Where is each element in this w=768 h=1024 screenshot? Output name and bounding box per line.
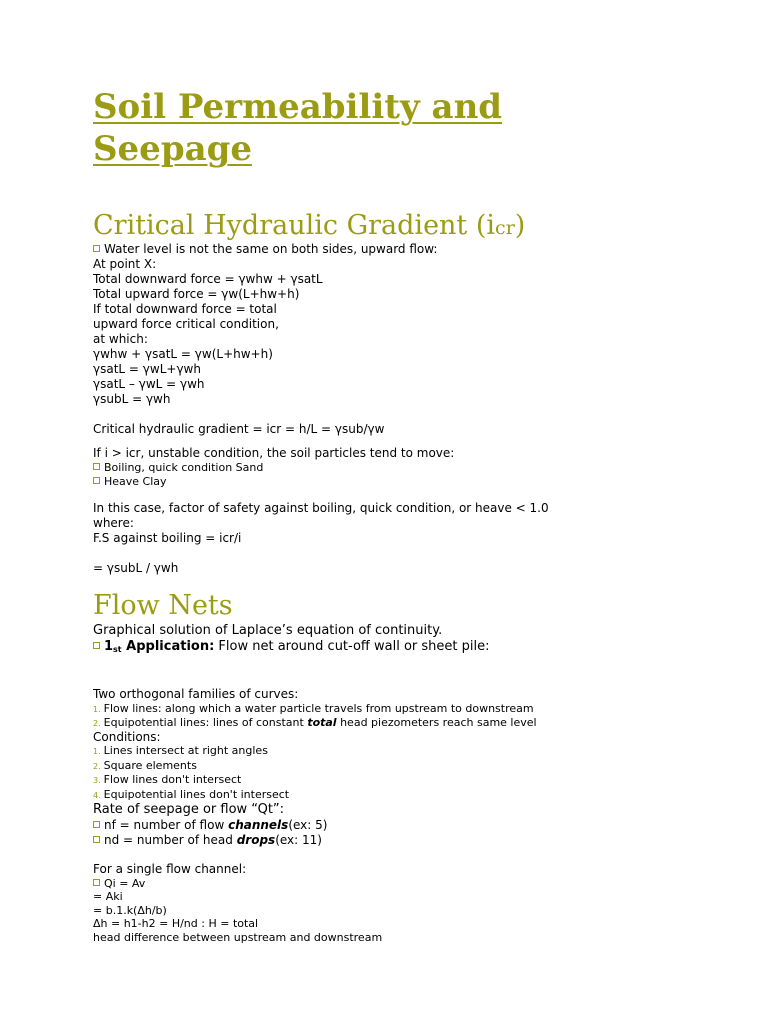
list-item: 4. Equipotential lines don't intersect	[93, 787, 290, 801]
text-line: Rate of seepage or flow “Qt”:	[93, 802, 285, 817]
square-bullet-icon	[93, 463, 100, 470]
square-bullet-icon	[93, 642, 100, 649]
text-line: where:	[93, 516, 134, 530]
text-line: Conditions:	[93, 729, 161, 744]
application-line: $1_{st}$ Application: Flow net around cut-off wall or sheet pile:	[93, 639, 733, 658]
text-line: Graphical solution of Laplace’s equation of continuity.	[93, 623, 443, 638]
page-title-line-1: Soil Permeability and	[93, 87, 503, 127]
equation-line: γwhw + γsatL = γw(L+hw+h)	[93, 347, 273, 361]
text-line: If i > icr, unstable condition, the soil particles tend to move:	[93, 446, 455, 460]
list-item: 2. Equipotential lines: lines of constant total head piezometers reach same level	[93, 716, 537, 729]
list-item: 1. Lines intersect at right angles	[93, 744, 268, 757]
text-line: Total upward force = γw(L+hw+h)	[93, 287, 300, 301]
list-item: 1. Flow lines: along which a water particle travels from upstream to downstream	[93, 701, 534, 715]
page-title	[93, 86, 693, 170]
text-line: Δh = h1-h2 = H/nd : H = total	[93, 917, 259, 930]
equation-line: γsubL = γwh	[93, 392, 171, 406]
text-line: Two orthogonal families of curves:	[93, 687, 299, 701]
bullet-item: nd = number of head drops(ex: 11)	[93, 833, 733, 848]
critical-gradient-heading: Critical Hydraulic Gradient (icr)	[93, 210, 526, 241]
text-line: = γsubL / γwh	[93, 561, 179, 575]
text-line: If total downward force = total	[93, 302, 277, 316]
page-title-line-2: Seepage	[93, 129, 253, 169]
square-bullet-icon	[93, 245, 100, 252]
text-line: For a single flow channel:	[93, 862, 247, 876]
text-line: In this case, factor of safety against boiling, quick condition, or heave < 1.0	[93, 501, 549, 515]
critical-gradient-formula: Critical hydraulic gradient = icr = h/L = γsub/γw	[93, 422, 385, 436]
flow-nets-heading: Flow Nets	[93, 590, 233, 621]
square-bullet-icon	[93, 477, 100, 484]
bullet-item: Water level is not the same on both sides, upward flow:	[93, 242, 733, 257]
square-bullet-icon	[93, 821, 100, 828]
square-bullet-icon	[93, 836, 100, 843]
equation-line: γsatL = γwL+γwh	[93, 362, 201, 376]
text-line: = Aki	[93, 890, 123, 903]
text-line: head difference between upstream and downstream	[93, 930, 383, 944]
list-item: 3. Flow lines don't intersect	[93, 773, 242, 786]
text-line: upward force critical condition,	[93, 317, 279, 331]
text-line: F.S against boiling = icr/i	[93, 531, 242, 545]
square-bullet-icon	[93, 879, 100, 886]
text-line: at which:	[93, 332, 148, 346]
text-line: At point X:	[93, 257, 157, 271]
bullet-item: Qi = Av	[93, 877, 733, 891]
text-line: = b.1.k(Δh/b)	[93, 903, 167, 917]
bullet-item: Boiling, quick condition Sand	[93, 461, 733, 475]
flow-nets-section	[93, 623, 733, 944]
list-item: 2. Square elements	[93, 758, 197, 772]
critical-gradient-section	[93, 242, 733, 576]
equation-line: γsatL – γwL = γwh	[93, 377, 205, 391]
bullet-item: Heave Clay	[93, 475, 733, 489]
bullet-item: nf = number of flow channels(ex: 5)	[93, 818, 733, 833]
text-line: Total downward force = γwhw + γsatL	[93, 272, 323, 286]
